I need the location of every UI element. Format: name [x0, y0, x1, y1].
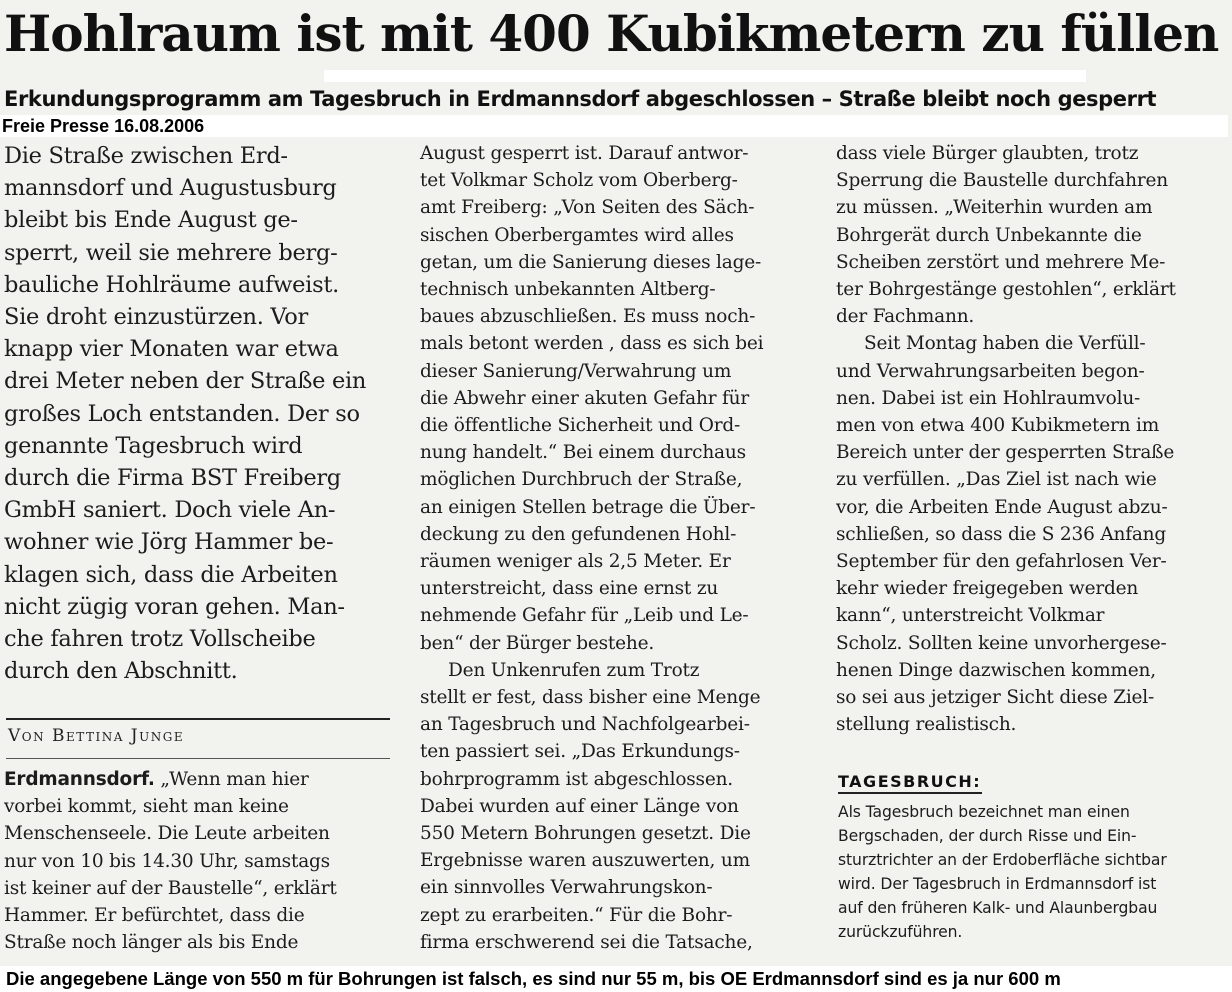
subheadline: Erkundungsprogramm am Tagesbruch in Erdmannsdorf abgeschlossen – Straße bleibt noch gesperrt — [4, 87, 1157, 111]
byline-rule — [6, 758, 390, 759]
text-line: bleibt bis Ende August ge- — [4, 207, 298, 234]
lead-paragraph — [4, 140, 380, 687]
byline-rule — [6, 718, 390, 720]
text-line: baues abzuschließen. Es muss noch- — [420, 306, 756, 328]
text-line: nen. Dabei ist ein Hohlraumvolu- — [836, 387, 1141, 409]
text-line: getan, um die Sanierung dieses lage- — [420, 251, 762, 273]
text-line: räumen weniger als 2,5 Meter. Er — [420, 551, 731, 573]
text-line: nung handelt.“ Bei einem durchaus — [420, 442, 746, 464]
text-line: durch die Firma BST Freiberg — [4, 465, 341, 492]
column-1-body — [4, 766, 392, 956]
text-line: großes Loch entstanden. Der so — [4, 400, 360, 427]
text-line: tet Volkmar Scholz vom Oberberg- — [420, 170, 738, 192]
text-line: firma erschwerend sei die Tatsache, — [420, 931, 753, 953]
text-line: unterstreicht, dass eine ernst zu — [420, 578, 719, 600]
text-fragment: „Wenn man hier — [154, 769, 309, 790]
text-line: nicht zügig voran gehen. Man- — [4, 593, 345, 620]
text-line: stellung realistisch. — [836, 714, 1017, 736]
text-line: klagen sich, dass die Arbeiten — [4, 561, 338, 588]
text-line: schließen, so dass die S 236 Anfang — [836, 523, 1167, 545]
text-line: sperrt, weil sie mehrere berg- — [4, 239, 338, 266]
text-line: wohner wie Jörg Hammer be- — [4, 529, 334, 556]
footer-note: Die angegebene Länge von 550 m für Bohrungen ist falsch, es sind nur 55 m, bis OE Erdmannsdorf sind es ja nur 600 m — [6, 968, 1061, 989]
infobox-rule — [838, 792, 982, 794]
text-line: dieser Sanierung/Verwahrung um — [420, 360, 732, 382]
text-line: auf den früheren Kalk- und Alaunbergbau — [838, 899, 1158, 917]
text-line: Den Unkenrufen zum Trotz — [448, 659, 700, 681]
text-line: amt Freiberg: „Von Seiten des Säch- — [420, 197, 755, 219]
column-2 — [420, 140, 808, 956]
headline: Hohlraum ist mit 400 Kubikmetern zu füllen — [4, 4, 1219, 63]
text-line: zu verfüllen. „Das Ziel ist nach wie — [836, 469, 1157, 491]
text-line: bauliche Hohlräume aufweist. — [4, 271, 339, 298]
text-line: 550 Metern Bohrungen gesetzt. Die — [420, 823, 751, 845]
text-line: wird. Der Tagesbruch in Erdmannsdorf ist — [838, 875, 1157, 893]
text-line — [4, 766, 392, 793]
text-line: knapp vier Monaten war etwa — [4, 336, 339, 363]
text-line: zu müssen. „Weiterhin wurden am — [836, 197, 1153, 219]
text-line: Scheiben zerstört und mehrere Me- — [836, 251, 1166, 273]
text-line: Bereich unter der gesperrten Straße — [836, 442, 1175, 464]
text-line: durch den Abschnitt. — [4, 658, 238, 685]
text-line: Dabei wurden auf einer Länge von — [420, 795, 739, 817]
text-line: zurückzuführen. — [838, 923, 963, 941]
text-line: vorbei kommt, sieht man keine — [4, 796, 289, 818]
text-line: stellt er fest, dass bisher eine Menge — [420, 687, 761, 709]
text-line: Scholz. Sollten keine unvorhergese- — [836, 632, 1167, 654]
text-line: an einigen Stellen betrage die Über- — [420, 496, 756, 518]
text-line: kann“, unterstreicht Volkmar — [836, 605, 1105, 627]
text-line: nehmende Gefahr für „Leib und Le- — [420, 605, 749, 627]
text-line: Hammer. Er befürchtet, dass die — [4, 905, 305, 927]
text-line: die Abwehr einer akuten Gefahr für — [420, 387, 750, 409]
text-line: men von etwa 400 Kubikmetern im — [836, 415, 1160, 437]
text-line: und Verwahrungsarbeiten begon- — [836, 360, 1145, 382]
text-line: Sperrung die Baustelle durchfahren — [836, 170, 1168, 192]
text-line: ter Bohrgestänge gestohlen“, erklärt — [836, 279, 1176, 301]
byline: Von Bettina Junge — [8, 726, 185, 746]
text-line: ten passiert sei. „Das Erkundungs- — [420, 741, 740, 763]
infobox-title: TAGESBRUCH: — [838, 772, 982, 791]
dateline: Erdmannsdorf. — [4, 769, 155, 790]
text-line: Menschenseele. Die Leute arbeiten — [4, 823, 330, 845]
source-note: Freie Presse 16.08.2006 — [2, 116, 205, 136]
text-line: genannte Tagesbruch wird — [4, 432, 303, 459]
text-line: der Fachmann. — [836, 306, 975, 328]
text-line: kehr wieder freigegeben werden — [836, 578, 1139, 600]
text-line: technisch unbekannten Altberg- — [420, 279, 716, 301]
text-line: vor, die Arbeiten Ende August abzu- — [836, 496, 1168, 518]
text-line: nur von 10 bis 14.30 Uhr, samstags — [4, 850, 330, 872]
whiteout-patch — [324, 70, 1086, 82]
text-line: September für den gefahrlosen Ver- — [836, 551, 1167, 573]
text-line: Als Tagesbruch bezeichnet man einen — [838, 803, 1130, 821]
text-line: an Tagesbruch und Nachfolgearbei- — [420, 714, 750, 736]
text-line: zept zu erarbeiten.“ Für die Bohr- — [420, 904, 733, 926]
text-line: Seit Montag haben die Verfüll- — [864, 333, 1146, 355]
text-line: ist keiner auf der Baustelle“, erklärt — [4, 877, 337, 899]
text-line: August gesperrt ist. Darauf antwor- — [420, 143, 749, 164]
text-line: ein sinnvolles Verwahrungskon- — [420, 877, 713, 899]
text-line: Sie droht einzustürzen. Vor — [4, 304, 308, 331]
column-3 — [836, 140, 1226, 738]
text-line: so sei aus jetziger Sicht diese Ziel- — [836, 687, 1155, 709]
text-line: Bergschaden, der durch Risse und Ein- — [838, 827, 1137, 845]
text-line: Straße noch länger als bis Ende — [4, 932, 299, 954]
infobox — [838, 800, 1222, 944]
text-line: möglichen Durchbruch der Straße, — [420, 469, 743, 491]
text-line: Bohrgerät durch Unbekannte die — [836, 224, 1142, 246]
text-line: dass viele Bürger glaubten, trotz — [836, 143, 1139, 164]
text-line: sturztrichter an der Erdoberfläche sichtbar — [838, 851, 1167, 869]
text-line: GmbH saniert. Doch viele An- — [4, 497, 336, 524]
text-line: mannsdorf und Augustusburg — [4, 175, 337, 202]
text-line: sischen Oberbergamtes wird alles — [420, 224, 734, 246]
text-line: die öffentliche Sicherheit und Ord- — [420, 415, 741, 437]
text-line: deckung zu den gefundenen Hohl- — [420, 523, 737, 545]
text-line: Die Straße zwischen Erd- — [4, 143, 288, 169]
text-line: che fahren trotz Vollscheibe — [4, 626, 316, 653]
text-line: ben“ der Bürger bestehe. — [420, 632, 655, 654]
text-line: drei Meter neben der Straße ein — [4, 368, 367, 395]
text-line: mals betont werden , dass es sich bei — [420, 333, 764, 355]
text-line: Ergebnisse waren auszuwerten, um — [420, 850, 750, 872]
text-line: bohrprogramm ist abgeschlossen. — [420, 768, 733, 790]
text-line: henen Dinge dazwischen kommen, — [836, 659, 1156, 681]
